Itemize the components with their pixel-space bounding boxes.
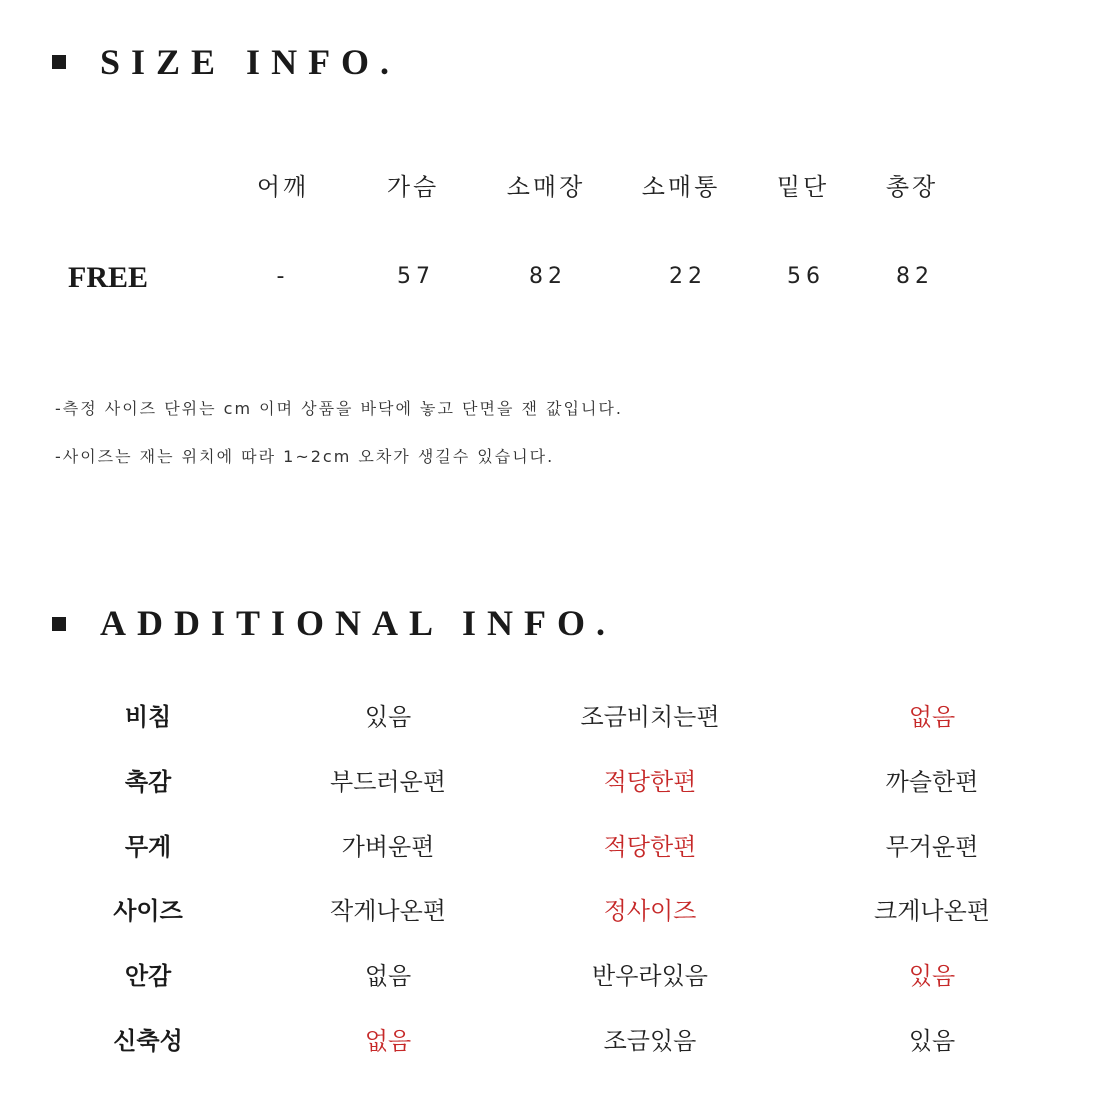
additional-option-selected: 없음 [908, 703, 956, 731]
additional-option: 작게나온편 [330, 897, 446, 925]
additional-option-selected: 있음 [908, 962, 956, 990]
additional-option-selected: 정사이즈 [603, 897, 697, 925]
additional-row-label: 신축성 [113, 1027, 183, 1055]
additional-row-label: 사이즈 [113, 897, 183, 925]
additional-row-label: 무게 [124, 833, 172, 861]
additional-option: 크게나온편 [874, 897, 990, 925]
size-value-cell: 82 [529, 264, 567, 289]
additional-option-selected: 없음 [364, 1027, 412, 1055]
additional-row-label: 안감 [124, 962, 172, 990]
size-header-cell: 소매통 [641, 173, 721, 201]
size-value-cell: 22 [669, 264, 707, 289]
size-header-cell: 가슴 [386, 173, 440, 201]
size-note-1: -측정 사이즈 단위는 cm 이며 상품을 바닥에 놓고 단면을 잰 값입니다. [55, 399, 623, 418]
additional-option: 있음 [364, 703, 412, 731]
size-header-cell: 총장 [885, 173, 939, 201]
size-info-title: SIZE INFO. [100, 42, 401, 82]
additional-row-label: 비침 [124, 703, 172, 731]
size-value-cell: - [276, 264, 290, 289]
additional-option: 가벼운편 [341, 833, 435, 861]
additional-info-title: ADDITIONAL INFO. [100, 603, 617, 643]
size-value-cell: 82 [896, 264, 934, 289]
additional-option: 반우라있음 [592, 962, 708, 990]
section-bullet [52, 617, 66, 631]
additional-option: 조금비치는편 [580, 703, 720, 731]
size-header-cell: 어깨 [256, 173, 310, 201]
section-bullet [52, 55, 66, 69]
size-note-2: -사이즈는 재는 위치에 따라 1~2cm 오차가 생길수 있습니다. [55, 447, 555, 466]
additional-option: 조금있음 [603, 1027, 697, 1055]
additional-option: 부드러운편 [330, 768, 446, 796]
additional-option: 있음 [908, 1027, 956, 1055]
additional-option: 없음 [364, 962, 412, 990]
size-value-cell: 57 [397, 264, 435, 289]
additional-option: 무거운편 [885, 833, 979, 861]
additional-option-selected: 적당한편 [603, 768, 697, 796]
size-row-label: FREE [68, 261, 149, 294]
additional-option: 까슬한편 [885, 768, 979, 796]
size-header-cell: 밑단 [776, 173, 830, 201]
size-header-cell: 소매장 [506, 173, 586, 201]
additional-option-selected: 적당한편 [603, 833, 697, 861]
size-value-cell: 56 [787, 264, 825, 289]
additional-row-label: 촉감 [124, 768, 172, 796]
